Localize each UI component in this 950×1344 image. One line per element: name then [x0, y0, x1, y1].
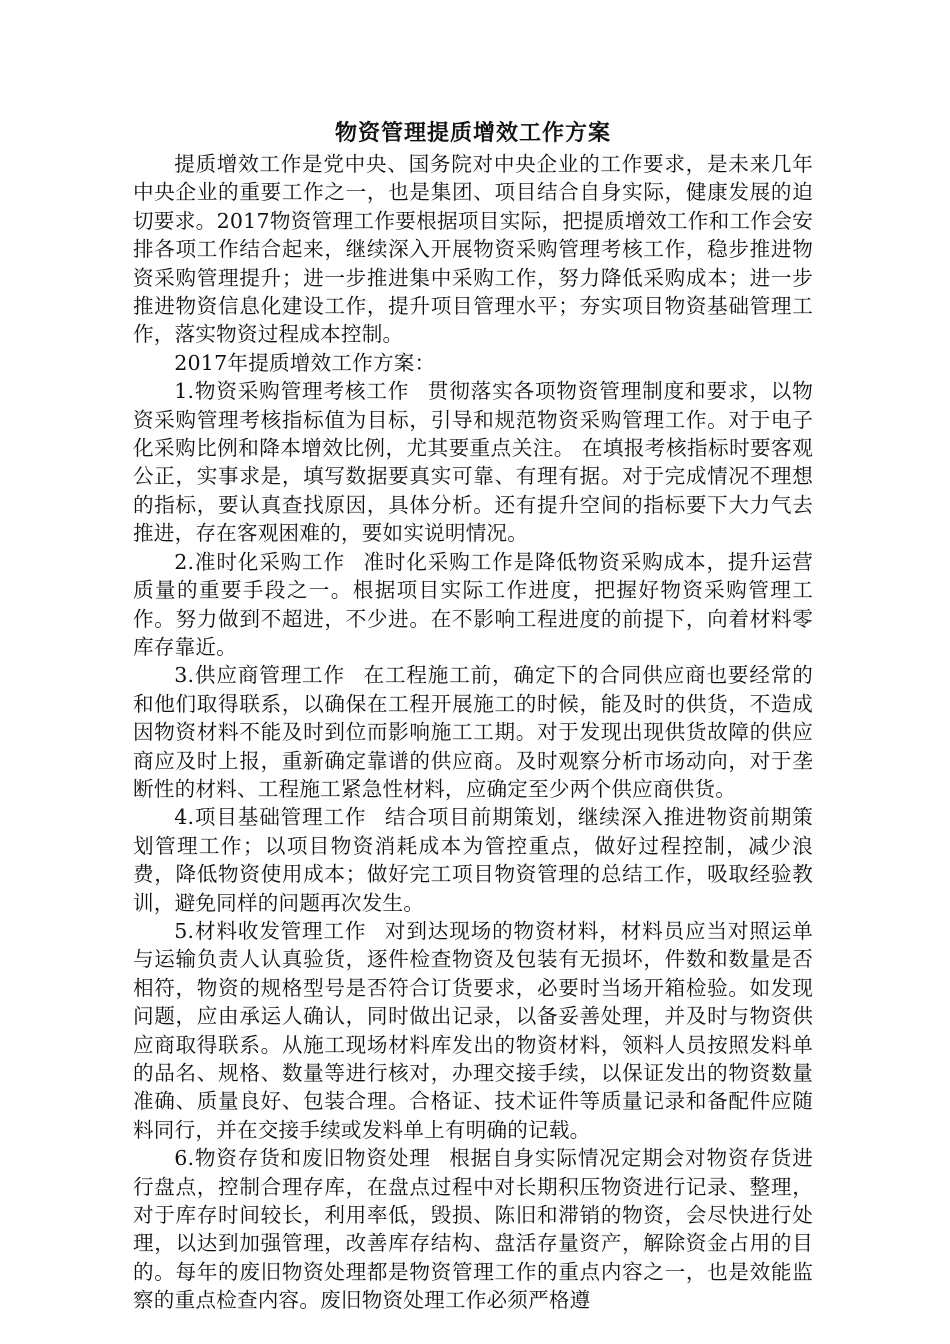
section-heading-3: 3.供应商管理工作 [174, 663, 345, 688]
section-heading-2: 2.准时化采购工作 [174, 549, 345, 574]
section-heading-4: 4.项目基础管理工作 [174, 805, 367, 830]
section-body-4: 结合项目前期策划，继续深入推进物资前期策划管理工作；以项目物资消耗成本为管控重点，做好过程控制，减少浪费，降低物资使用成本；做好完工项目物资管理的总结工作，吸取经验教训，避免同样的问题再次发生。 [133, 805, 813, 915]
plan-heading: 2017年提质增效工作方案： [174, 350, 436, 375]
section-paragraph-6 [133, 1144, 813, 1314]
section-paragraph-5 [133, 917, 813, 1144]
intro-paragraph: 提质增效工作是党中央、国务院对中央企业的工作要求，是未来几年中央企业的重要工作之一，也是集团、项目结合自身实际，健康发展的迫切要求。2017物资管理工作要根据项目实际，把提质增效工作和工作会安排各项工作结合起来，继续深入开展物资采购管理考核工作，稳步推进物资采购管理提升；进一步推进集中采购工作，努力降低采购成本；进一步推进物资信息化建设工作，提升项目管理水平；夯实项目物资基础管理工作，落实物资过程成本控制。 [133, 152, 813, 347]
document-title: 物资管理提质增效工作方案 [334, 120, 611, 146]
section-paragraph-3 [133, 661, 813, 803]
section-body-2: 准时化采购工作是降低物资采购成本，提升运营质量的重要手段之一。根据项目实际工作进度，把握好物资采购管理工作。努力做到不超进，不少进。在不影响工程进度的前提下，向着材料零库存靠近。 [133, 549, 813, 659]
document-body [133, 118, 813, 1315]
section-body-3: 在工程施工前，确定下的合同供应商也要经常的和他们取得联系，以确保在工程开展施工的时候，能及时的供货，不造成因物资材料不能及时到位而影响施工工期。对于发现出现供货故障的供应商应及时上报，重新确定靠谱的供应商。及时观察分析市场动向，对于垄断性的材料、工程施工紧急性材料，应确定至少两个供应商供货。 [133, 663, 813, 801]
section-heading-1: 1.物资采购管理考核工作 [174, 379, 410, 404]
section-heading-5: 5.材料收发管理工作 [174, 918, 367, 943]
section-paragraph-2 [133, 548, 813, 662]
section-paragraph-1 [133, 377, 813, 547]
section-body-1: 贯彻落实各项物资管理制度和要求，以物资采购管理考核指标值为目标，引导和规范物资采购管理工作。对于电子化采购比例和降本增效比例，尤其要重点关注。 在填报考核指标时要客观公正，实事求是，填写数据要真实可靠、有理有据。对于完成情况不理想的指标，要认真查找原因，具体分析。还有提升空间的指标要下大力气去推进，存在客观困难的，要如实说明情况。 [133, 379, 813, 546]
section-paragraph-4 [133, 803, 813, 917]
section-heading-6: 6.物资存货和废旧物资处理 [174, 1146, 431, 1171]
section-body-6: 根据自身实际情况定期会对物资存货进行盘点，控制合理存库，在盘点过程中对长期积压物资进行记录、整理，对于库存时间较长，利用率低，毁损、陈旧和滞销的物资，会尽快进行处理，以达到加强管理，改善库存结构、盘活存量资产，解除资金占用的目的。每年的废旧物资处理都是物资管理工作的重点内容之一，也是效能监察的重点检查内容。废旧物资处理工作必须严格遵 [133, 1146, 813, 1313]
section-body-5: 对到达现场的物资材料，材料员应当对照运单与运输负责人认真验货，逐件检查物资及包装有无损坏，件数和数量是否相符，物资的规格型号是否符合订货要求，必要时当场开箱检验。如发现问题，应由承运人确认，同时做出记录，以备妥善处理，并及时与物资供应商取得联系。从施工现场材料库发出的物资材料，领料人员按照发料单的品名、规格、数量等进行核对，办理交接手续，以保证发出的物资数量准确、质量良好、包装合理。合格证、技术证件等质量记录和备配件应随料同行，并在交接手续或发料单上有明确的记载。 [133, 918, 813, 1142]
